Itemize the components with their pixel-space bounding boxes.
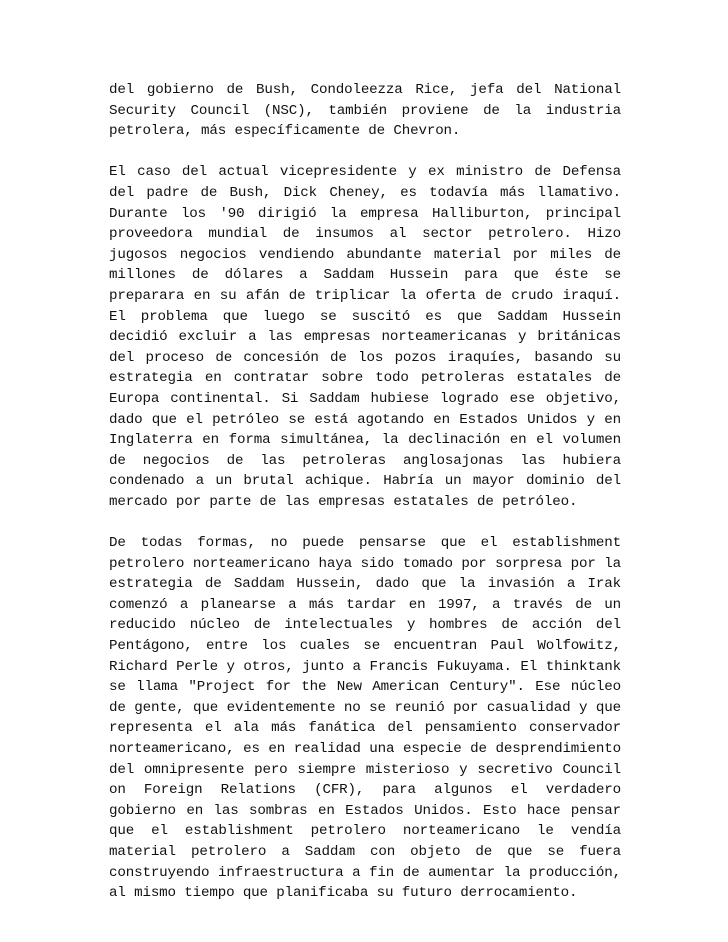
paragraph-cheney-halliburton: El caso del actual vicepresidente y ex ministro de Defensa del padre de Bush, Dick Cheney, es todavía más llamativo. Durante los '90 dirigió la empresa Halliburton, principal proveedora mundial de insumos al sector petrolero. Hizo jugosos negocios vendiendo abundante material por miles de millones de dólares a Saddam Hussein para que éste se preparara en su afán de triplicar la oferta de crudo iraquí. El problema que luego se suscitó es que Saddam Hussein decidió excluir a las empresas norteamericanas y británicas del proceso de concesión de los pozos iraquíes, basando su estrategia en contratar sobre todo petroleras estatales de Europa continental. Si Saddam hubiese logrado ese objetivo, dado que el petróleo se está agotando en Estados Unidos y en Inglaterra en forma simultánea, la declinación en el volumen de negocios de las petroleras anglosajonas las hubiera condenado a un brutal achique. Habría un mayor dominio del mercado por parte de las empresas estatales de petróleo. bbox=[109, 164, 621, 510]
paragraph-rice-chevron: del gobierno de Bush, Condoleezza Rice, jefa del National Security Council (NSC), también proviene de la industria petrolera, más específicamente de Chevron. bbox=[109, 82, 621, 140]
document-page bbox=[109, 80, 621, 904]
paragraph-establishment-strategy: De todas formas, no puede pensarse que el establishment petrolero norteamericano haya sido tomado por sorpresa por la estrategia de Saddam Hussein, dado que la invasión a Irak comenzó a planearse a más tardar en 1997, a través de un reducido núcleo de intelectuales y hombres de acción del Pentágono, entre los cuales se encuentran Paul Wolfowitz, Richard Perle y otros, junto a Francis Fukuyama. El thinktank se llama "Project for the New American Century". Ese núcleo de gente, que evidentemente no se reunió por casualidad y que representa el ala más fanática del pensamiento conservador norteamericano, es en realidad una especie de desprendimiento del omnipresente pero siempre misterioso y secretivo Council on Foreign Relations (CFR), para algunos el verdadero gobierno en las sombras en Estados Unidos. Esto hace pensar que el establishment petrolero norteamericano le vendía material petrolero a Saddam con objeto de que se fuera construyendo infraestructura a fin de aumentar la producción, al mismo tiempo que planificaba su futuro derrocamiento. bbox=[109, 535, 621, 902]
